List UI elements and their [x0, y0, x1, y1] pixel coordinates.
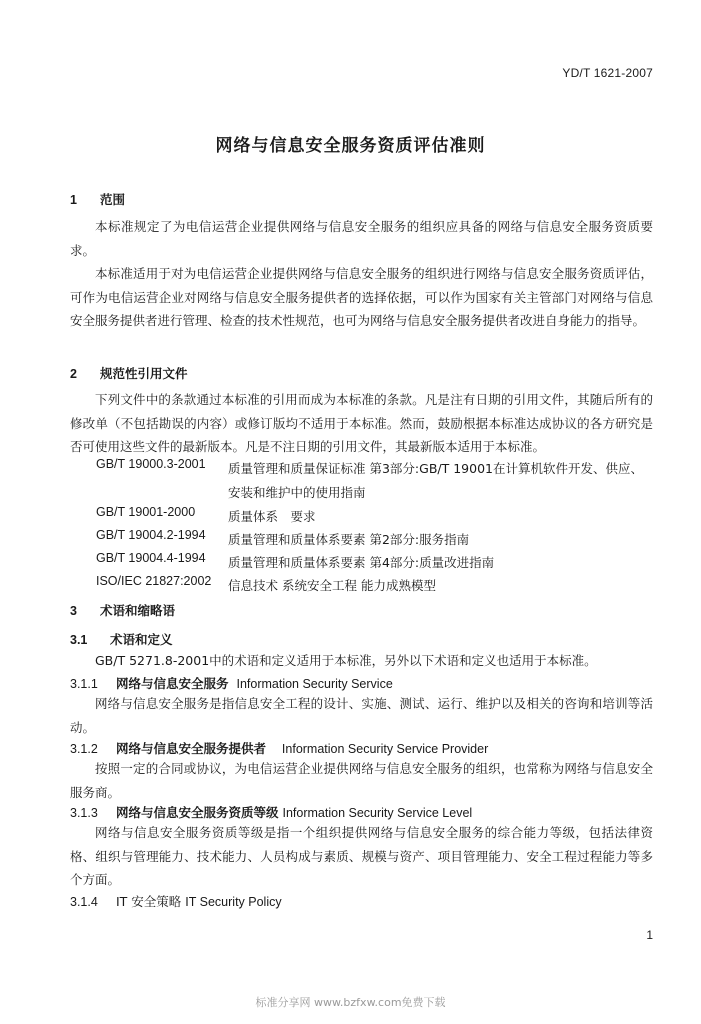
normative-references-paragraph: 下列文件中的条款通过本标准的引用而成为本标准的条款。凡是注有日期的引用文件，其随后所有的修改单（不包括勘误的内容）或修订版均不适用于本标准。然而，鼓励根据本标准达成协议的各方研究是否可使用这些文件的最新版本。凡是不注日期的引用文件，其最新版本适用于本标准。 — [70, 392, 653, 454]
reference-code: GB/T 19004.2-1994 — [96, 528, 206, 542]
section-title: 术语和缩略语 — [100, 603, 176, 618]
term-number: 3.1.1 — [70, 677, 98, 691]
term-en: Information Security Service — [236, 677, 393, 691]
reference-title: 质量管理和质量保证标准 第3部分:GB/T 19001在计算机软件开发、供应、安装和维护中的使用指南 — [228, 461, 643, 500]
term-zh: 网络与信息安全服务资质等级 — [116, 805, 279, 820]
subsection-title: 术语和定义 — [110, 632, 173, 647]
term-definition: 网络与信息安全服务是指信息安全工程的设计、实施、测试、运行、维护以及相关的咨询和培训等活动。 — [70, 696, 653, 735]
reference-code: GB/T 19001-2000 — [96, 505, 196, 519]
subsection-number: 3.1 — [70, 633, 88, 647]
terms-intro-paragraph: GB/T 5271.8-2001中的术语和定义适用于本标准，另外以下术语和定义也适用于本标准。 — [95, 653, 597, 668]
term-en: IT Security Policy — [185, 895, 282, 909]
section-number: 2 — [70, 367, 77, 381]
section-title: 范围 — [100, 192, 126, 207]
reference-title: 质量体系 要求 — [228, 509, 316, 524]
reference-title: 质量管理和质量体系要素 第4部分:质量改进指南 — [228, 555, 495, 570]
section-3-heading — [70, 601, 175, 619]
section-1-heading — [70, 190, 125, 208]
document-title: 网络与信息安全服务资质评估准则 — [215, 136, 486, 156]
term-heading — [70, 892, 282, 910]
term-definition: 按照一定的合同或协议，为电信运营企业提供网络与信息安全服务的组织，也常称为网络与信息安全服务商。 — [70, 761, 653, 800]
term-heading — [70, 803, 472, 821]
reference-title: 质量管理和质量体系要素 第2部分:服务指南 — [228, 532, 470, 547]
term-zh: 网络与信息安全服务 — [116, 676, 229, 691]
reference-title: 信息技术 系统安全工程 能力成熟模型 — [228, 578, 436, 593]
section-2-heading — [70, 364, 188, 382]
reference-code: ISO/IEC 21827:2002 — [96, 574, 212, 588]
reference-code: GB/T 19000.3-2001 — [96, 457, 206, 471]
term-definition: 网络与信息安全服务资质等级是指一个组织提供网络与信息安全服务的综合能力等级，包括法律资格、组织与管理能力、技术能力、人员构成与素质、规模与资产、项目管理能力、安全工程过程能力等多个方面。 — [70, 825, 653, 887]
term-zh: 网络与信息安全服务提供者 — [116, 741, 267, 756]
reference-code: GB/T 19004.4-1994 — [96, 551, 206, 565]
standard-code: YD/T 1621-2007 — [562, 66, 653, 80]
term-zh: IT 安全策略 — [116, 894, 182, 909]
watermark: 标准分享网 www.bzfxw.com免费下载 — [255, 996, 446, 1009]
term-number: 3.1.3 — [70, 806, 98, 820]
term-en: Information Security Service Level — [282, 806, 473, 820]
page-number: 1 — [646, 928, 653, 942]
term-heading — [70, 739, 488, 757]
scope-paragraph-2: 本标准适用于对为电信运营企业提供网络与信息安全服务的组织进行网络与信息安全服务资质评估，可作为电信运营企业对网络与信息安全服务提供者的选择依据，可以作为国家有关主管部门对网络与信息安全服务提供者进行管理、检查的技术性规范，也可为网络与信息安全服务提供者改进自身能力的指导。 — [70, 266, 653, 328]
section-title: 规范性引用文件 — [100, 366, 188, 381]
term-number: 3.1.2 — [70, 742, 98, 756]
subsection-3-1-heading — [70, 630, 173, 648]
section-number: 1 — [70, 193, 77, 207]
scope-paragraph-1: 本标准规定了为电信运营企业提供网络与信息安全服务的组织应具备的网络与信息安全服务资质要求。 — [70, 219, 653, 258]
term-heading — [70, 674, 393, 692]
term-en: Information Security Service Provider — [281, 742, 489, 756]
term-number: 3.1.4 — [70, 895, 98, 909]
section-number: 3 — [70, 604, 77, 618]
